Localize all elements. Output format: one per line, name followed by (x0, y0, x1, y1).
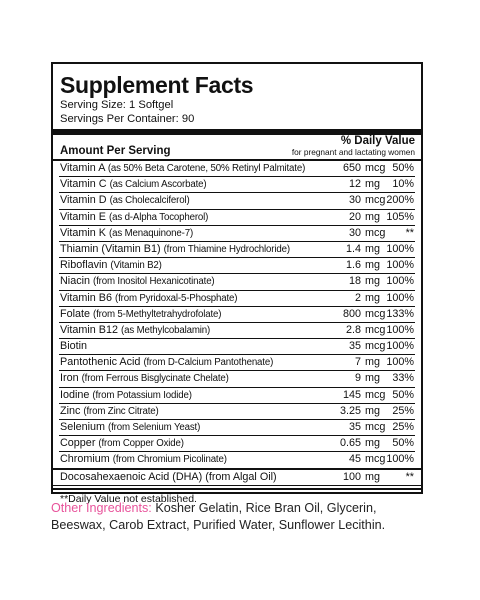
nutrient-row (59, 258, 415, 274)
nutrient-name (60, 258, 162, 273)
nutrient-label: Vitamin A (60, 162, 105, 174)
nutrient-label: Folate (60, 307, 91, 320)
nutrient-row (59, 355, 415, 371)
nutrient-unit: mcg (365, 421, 386, 433)
nutrient-unit: mg (365, 372, 380, 385)
nutrient-unit: mg (365, 210, 380, 223)
nutrient-row (59, 420, 415, 436)
nutrient-daily-value: 50% (392, 437, 414, 450)
daily-value-header (292, 136, 415, 158)
nutrient-daily-value: 100% (386, 259, 414, 272)
nutrient-row (59, 323, 415, 339)
nutrient-row (59, 291, 415, 307)
nutrient-daily-value: 100% (386, 340, 414, 353)
nutrient-row (59, 436, 415, 452)
nutrient-amount: 2.8 (345, 323, 361, 336)
supplement-facts-panel (51, 62, 423, 505)
nutrient-source: (as d-Alpha Tocopherol) (109, 211, 209, 223)
nutrient-daily-value: 100% (386, 242, 414, 255)
nutrient-unit: mg (365, 437, 380, 450)
dha-unit: mg (365, 470, 380, 483)
nutrient-name (60, 339, 87, 354)
nutrient-amount: 20 (348, 210, 361, 223)
nutrient-label: Chromium (60, 453, 110, 466)
nutrient-amount: 35 (348, 340, 361, 353)
nutrient-name (60, 210, 208, 225)
nutrient-list (59, 161, 415, 468)
nutrient-amount: 7 (354, 356, 361, 369)
nutrient-source: (from 5-Methyltetrahydrofolate) (93, 308, 222, 320)
other-ingredients (51, 500, 431, 534)
nutrient-daily-value: 25% (392, 421, 414, 433)
nutrient-label: Iron (60, 372, 79, 385)
nutrient-row (59, 371, 415, 387)
nutrient-name (60, 420, 200, 435)
dha-row (53, 468, 421, 486)
nutrient-unit: mcg (365, 453, 386, 466)
nutrient-label: Thiamin (Vitamin B1) (60, 242, 161, 255)
nutrient-source: (from Potassium Iodide) (92, 389, 192, 401)
nutrient-daily-value: 10% (392, 178, 414, 191)
nutrient-label: Vitamin B6 (60, 291, 113, 304)
nutrient-name (60, 274, 215, 289)
nutrient-source: (as Calcium Ascorbate) (109, 179, 207, 191)
nutrient-row (59, 242, 415, 258)
nutrient-row (59, 274, 415, 290)
nutrient-daily-value: 50% (392, 162, 414, 174)
column-header (59, 135, 415, 159)
footnote: **Daily Value not established. (60, 492, 197, 505)
nutrient-unit: mg (365, 178, 380, 191)
nutrient-daily-value: 200% (386, 194, 414, 207)
nutrient-source: (from Ferrous Bisglycinate Chelate) (81, 373, 229, 385)
nutrient-row (59, 452, 415, 467)
nutrient-name (60, 242, 290, 257)
nutrient-row (59, 388, 415, 404)
nutrient-daily-value: ** (405, 226, 414, 239)
nutrient-unit: mcg (365, 194, 386, 207)
nutrient-unit: mcg (365, 323, 386, 336)
nutrient-unit: mg (365, 404, 380, 417)
nutrient-amount: 145 (342, 388, 361, 401)
nutrient-amount: 1.4 (345, 242, 361, 255)
nutrient-row (59, 193, 415, 209)
dha-name: Docosahexaenoic Acid (DHA) (from Algal Oil) (60, 470, 277, 483)
nutrient-name (60, 161, 305, 176)
nutrient-amount: 2 (354, 291, 361, 304)
nutrient-label: Pantothenic Acid (60, 356, 141, 369)
nutrient-daily-value: 133% (386, 307, 414, 320)
nutrient-name (60, 323, 210, 338)
dha-daily-value: ** (405, 470, 414, 483)
nutrient-row (59, 161, 415, 177)
nutrient-label: Iodine (60, 388, 90, 401)
servings-per-container: Servings Per Container: 90 (60, 113, 195, 125)
amount-per-serving-label: Amount Per Serving (60, 145, 171, 157)
other-ingredients-label: Other Ingredients: (51, 501, 152, 515)
nutrient-label: Selenium (60, 421, 106, 433)
nutrient-label: Vitamin E (60, 210, 107, 223)
nutrient-name (60, 291, 237, 306)
nutrient-amount: 45 (348, 453, 361, 466)
nutrient-name (60, 436, 184, 451)
nutrient-source: (as Menaquinone-7) (109, 227, 194, 239)
nutrient-amount: 30 (348, 194, 361, 207)
nutrient-name (60, 355, 273, 370)
nutrient-row (59, 226, 415, 242)
nutrient-name (60, 371, 229, 386)
nutrient-name (60, 404, 159, 419)
nutrient-amount: 18 (348, 275, 361, 288)
nutrient-daily-value: 25% (392, 404, 414, 417)
nutrient-name (60, 193, 190, 208)
panel-title: Supplement Facts (60, 72, 254, 98)
daily-value-title: % Daily Value (340, 135, 415, 147)
dha-amount: 100 (342, 470, 361, 483)
nutrient-unit: mg (365, 242, 380, 255)
nutrient-unit: mg (365, 291, 380, 304)
nutrient-source: (from Thiamine Hydrochloride) (163, 243, 290, 255)
nutrient-source: (Vitamin B2) (110, 260, 162, 272)
nutrient-daily-value: 100% (386, 453, 414, 466)
nutrient-amount: 650 (342, 162, 361, 174)
nutrient-amount: 30 (348, 226, 361, 239)
nutrient-row (59, 210, 415, 226)
nutrient-daily-value: 100% (386, 323, 414, 336)
nutrient-amount: 1.6 (345, 259, 361, 272)
nutrient-daily-value: 100% (386, 291, 414, 304)
nutrient-daily-value: 100% (386, 356, 414, 369)
nutrient-label: Biotin (60, 340, 88, 353)
nutrient-source: (from D-Calcium Pantothenate) (143, 357, 274, 369)
nutrient-label: Vitamin D (60, 194, 107, 207)
nutrient-source: (as 50% Beta Carotene, 50% Retinyl Palmitate) (107, 163, 306, 174)
nutrient-source: (from Selenium Yeast) (108, 422, 201, 433)
nutrient-amount: 12 (348, 178, 361, 191)
nutrient-source: (as Cholecalciferol) (109, 195, 190, 207)
nutrient-unit: mcg (365, 340, 386, 353)
footer-divider (53, 488, 421, 490)
nutrient-source: (from Zinc Citrate) (83, 405, 159, 417)
nutrient-daily-value: 33% (392, 372, 414, 385)
nutrient-unit: mg (365, 275, 380, 288)
nutrient-amount: 3.25 (339, 404, 361, 417)
nutrient-amount: 800 (342, 307, 361, 320)
nutrient-row (59, 404, 415, 420)
nutrient-label: Vitamin C (60, 178, 107, 191)
nutrient-name (60, 177, 206, 192)
nutrient-name (60, 388, 192, 403)
nutrient-row (59, 177, 415, 193)
nutrient-unit: mg (365, 259, 380, 272)
nutrient-unit: mcg (365, 226, 386, 239)
nutrient-daily-value: 105% (386, 210, 414, 223)
nutrient-unit: mcg (365, 162, 386, 174)
nutrient-label: Zinc (60, 404, 81, 417)
nutrient-name (60, 452, 227, 467)
nutrient-source: (from Pyridoxal-5-Phosphate) (115, 292, 238, 304)
nutrient-source: (as Methylcobalamin) (121, 324, 211, 336)
nutrient-amount: 9 (354, 372, 361, 385)
nutrient-row (59, 307, 415, 323)
nutrient-label: Riboflavin (60, 259, 108, 272)
nutrient-source: (from Copper Oxide) (98, 438, 184, 450)
serving-size: Serving Size: 1 Softgel (60, 99, 174, 111)
nutrient-label: Vitamin K (60, 226, 107, 239)
nutrient-unit: mcg (365, 307, 386, 320)
nutrient-amount: 35 (348, 421, 361, 433)
daily-value-subtitle: for pregnant and lactating women (291, 147, 415, 157)
nutrient-daily-value: 50% (392, 388, 414, 401)
other-ingredients-text: Kosher Gelatin, Rice Bran Oil, Glycerin, Beeswax, Carob Extract, Purified Water, Sunflower Lecithin. (51, 501, 386, 532)
nutrient-name (60, 226, 193, 241)
nutrient-unit: mg (365, 356, 380, 369)
nutrient-label: Vitamin B12 (60, 323, 119, 336)
nutrient-label: Niacin (60, 275, 91, 288)
nutrient-row (59, 339, 415, 355)
nutrient-source: (from Inositol Hexanicotinate) (93, 276, 215, 288)
nutrient-amount: 0.65 (339, 437, 361, 450)
nutrient-daily-value: 100% (386, 275, 414, 288)
nutrient-label: Copper (60, 437, 96, 450)
nutrient-name (60, 307, 221, 322)
nutrient-unit: mcg (365, 388, 386, 401)
nutrient-source: (from Chromium Picolinate) (112, 454, 227, 466)
